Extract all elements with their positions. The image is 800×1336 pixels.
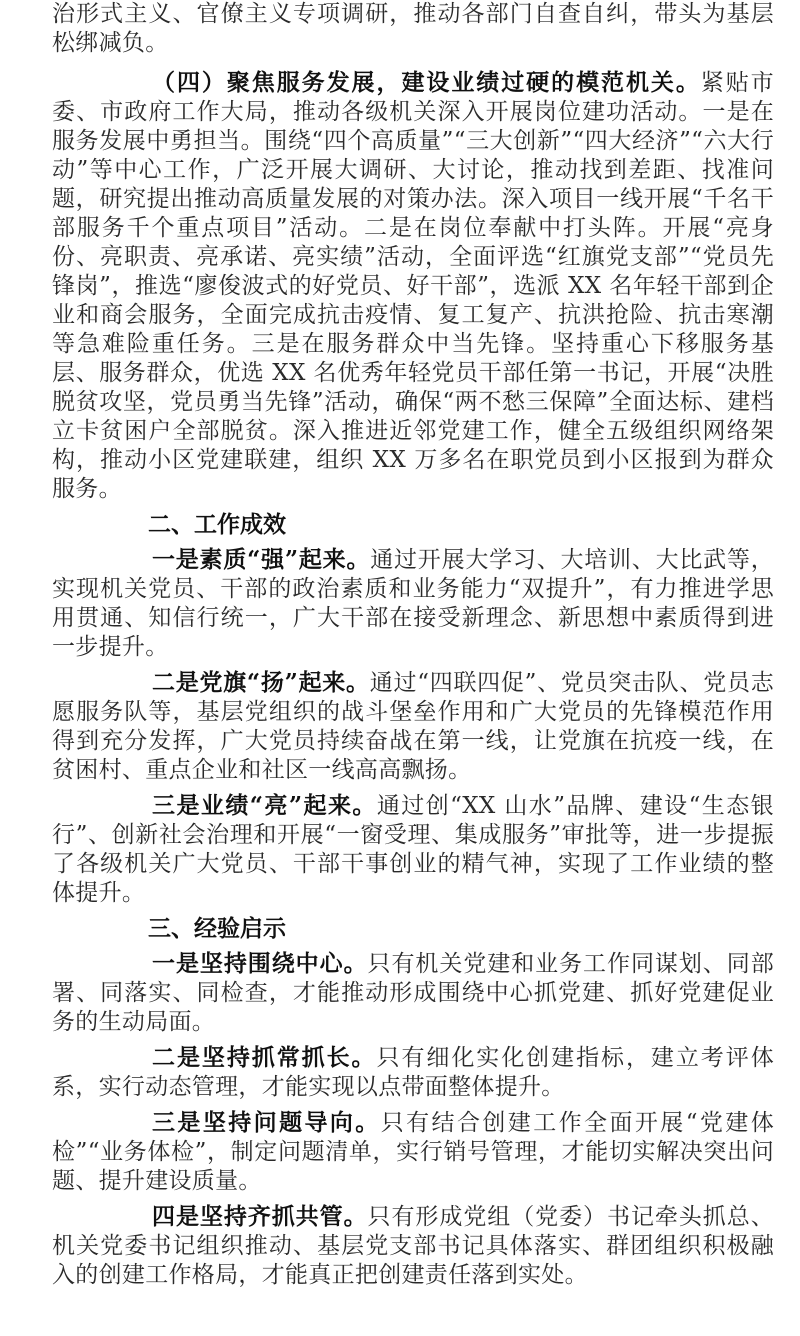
lesson-paragraph-2	[52, 1043, 774, 1102]
lesson-lead: 二是坚持抓常抓长。	[152, 1044, 377, 1071]
result-body: 通过开展大学习、大培训、大比武等，实现机关党员、干部的政治素质和业务能力“双提升”，有力推进学思用贯通、知信行统一，广大干部在接受新理念、新思想中素质得到进一步提升。	[52, 547, 774, 660]
lesson-body: 只有结合创建工作全面开展“党建体检”“业务体检”，制定问题清单，实行销号管理，才能切实解决突出问题、提升建设质量。	[52, 1110, 775, 1194]
lesson-lead: 四是坚持齐抓共管。	[152, 1203, 368, 1230]
result-paragraph-1	[52, 545, 774, 662]
result-body: 通过“四联四促”、党员突击队、党员志愿服务队等，基层党组织的战斗堡垒作用和广大党员的先锋模范作用得到充分发挥，广大党员持续奋战在第一线，让党旗在抗疫一线，在贫困村、重点企业和社区一线高高飘扬。	[52, 670, 774, 783]
result-lead: 三是业绩“亮”起来。	[152, 792, 377, 819]
result-body: 通过创“XX 山水”品牌、建设“生态银行”、创新社会治理和开展“一窗受理、集成服务”审批等，进一步提振了各级机关广大党员、干部干事创业的精气神，实现了工作业绩的整体提升。	[52, 793, 774, 906]
heading-lessons: 三、经验启示	[148, 915, 286, 942]
lesson-lead: 一是坚持围绕中心。	[152, 950, 368, 977]
lesson-body: 只有形成党组（党委）书记牵头抓总、机关党委书记组织推动、基层党支部书记具体落实、群团组织积极融入的创建工作格局，才能真正把创建责任落到实处。	[52, 1204, 774, 1288]
section4-lead: （四）聚焦服务发展，建设业绩过硬的模范机关。	[152, 69, 701, 96]
lesson-paragraph-3	[52, 1108, 774, 1196]
result-paragraph-3	[52, 791, 774, 908]
lesson-paragraph-4	[52, 1202, 774, 1290]
lesson-body: 只有细化实化创建指标，建立考评体系，实行动态管理，才能实现以点带面整体提升。	[52, 1045, 774, 1100]
result-lead: 二是党旗“扬”起来。	[152, 669, 370, 696]
top-line: 治形式主义、官僚主义专项调研，推动各部门自查自纠，带头为基层松绑减负。	[52, 1, 774, 56]
section4-paragraph	[52, 68, 774, 504]
result-lead: 一是素质“强”起来。	[152, 546, 371, 573]
lesson-lead: 三是坚持问题导向。	[152, 1109, 381, 1136]
lesson-paragraph-1	[52, 949, 774, 1037]
lesson-body: 只有机关党建和业务工作同谋划、同部署、同落实、同检查，才能推动形成围绕中心抓党建、抓好党建促业务的生动局面。	[52, 951, 774, 1035]
heading-work-results: 二、工作成效	[148, 511, 286, 538]
result-paragraph-2	[52, 668, 774, 785]
section4-body: 紧贴市委、市政府工作大局，推动各级机关深入开展岗位建功活动。一是在服务发展中勇担当。围绕“四个高质量”“三大创新”“四大经济”“六大行动”等中心工作，广泛开展大调研、大讨论，推动找到差距、找准问题，研究提出推动高质量发展的对策办法。深入项目一线开展“千名干部服务千个重点项目”活动。二是在岗位奉献中打头阵。开展“亮身份、亮职责、亮承诺、亮实绩”活动，全面评选“红旗党支部”“党员先锋岗”，推选“廖俊波式的好党员、好干部”，选派 XX 名年轻干部到企业和商会服务，全面完成抗击疫情、复工复产、抗洪抢险、抗击寒潮等急难险重任务。三是在服务群众中当先锋。坚持重心下移服务基层、服务群众，优选 XX 名优秀年轻党员干部任第一书记，开展“决胜脱贫攻坚，党员勇当先锋”活动，确保“两不愁三保障”全面达标、建档立卡贫困户全部脱贫。深入推进近邻党建工作，健全五级组织网络架构，推动小区党建联建，组织 XX 万多名在职党员到小区报到为群众服务。	[52, 70, 774, 502]
